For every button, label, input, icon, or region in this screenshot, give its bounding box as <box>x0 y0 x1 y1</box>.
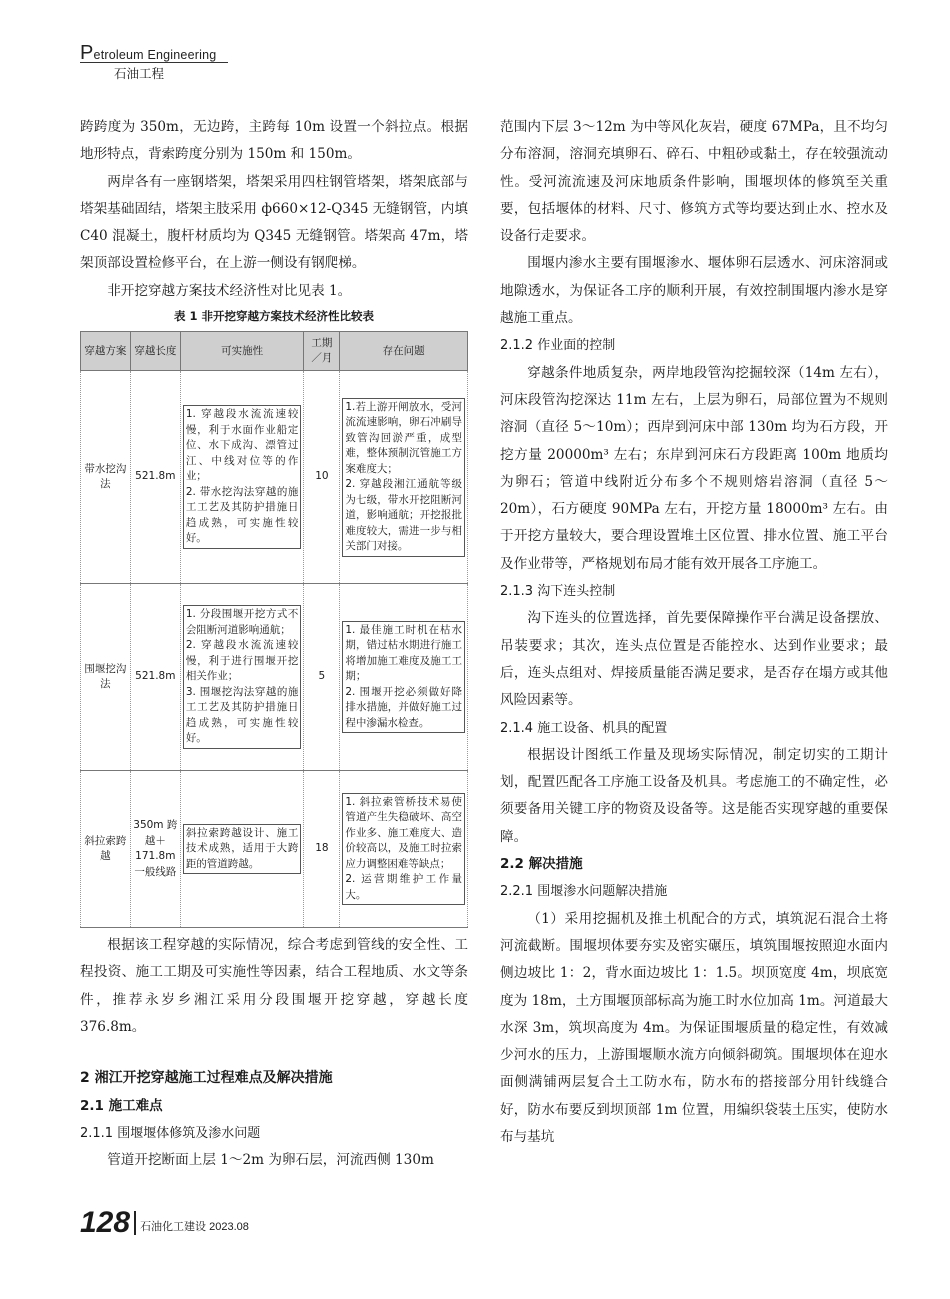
spacer <box>80 1041 468 1065</box>
header-rule <box>80 62 228 63</box>
paragraph: 管道开挖断面上层 1～2m 为卵石层，河流西侧 130m <box>107 1152 434 1169</box>
feasibility-text: 斜拉索跨越设计、施工技术成熟，适用于大跨距的管道跨越。 <box>183 824 302 875</box>
subsubsection-heading: 2.2.1 围堰渗水问题解决措施 <box>500 884 668 900</box>
issues-cell <box>340 371 468 584</box>
paragraph: 两岸各有一座钢塔架，塔架采用四柱钢管塔架，塔架底部与塔架基础固结，塔架主肢采用 ф660×12-Q345 无缝钢管，内填 C40 混凝土，腹杆材质均为 Q345 无缝钢管。塔架高 47m，塔架顶部设置检修平台，在上游一侧设有钢爬梯。 <box>80 173 468 272</box>
scheme-cell: 带水挖沟法 <box>81 371 131 584</box>
left-column <box>80 114 468 1174</box>
feasibility-text: 1. 穿越段水流流速较慢，利于水面作业船定位、水下成沟、漂管过江、中线对位等的作业； 2. 带水挖沟法穿越的施工工艺及其防护措施日趋成熟，可实施性较好。 <box>183 405 302 549</box>
header-cell: 可实施性 <box>180 332 304 371</box>
feasibility-cell <box>180 584 304 771</box>
feasibility-cell <box>180 771 304 928</box>
table-row <box>81 584 468 771</box>
paragraph: 范围内下层 3～12m 为中等风化灰岩，硬度 67MPa，且不均匀分布溶洞，溶洞充填卵石、碎石、中粗砂或黏土，存在较强流动性。受河流流速及河床地质条件影响，围堰坝体的修筑至关重要，包括堰体的材料、尺寸、修筑方式等均要达到止水、控水及设备行走要求。 <box>500 119 888 245</box>
length-cell: 521.8m <box>130 371 180 584</box>
subsubsection-heading: 2.1.2 作业面的控制 <box>500 338 616 354</box>
subsubsection-heading: 2.1.4 施工设备、机具的配置 <box>500 720 668 736</box>
table-row <box>81 371 468 584</box>
running-header <box>80 44 240 82</box>
paragraph: 穿越条件地质复杂，两岸地段管沟挖掘较深（14m 左右），河床段管沟挖深达 11m 左右，上层为卵石，局部位置为不规则溶洞（直径 5～10m）；西岸到河床中部 130m 均为石方段，开挖方量 20000m³ 左右；东岸到河床石方段距离 100m 地质均为卵石；管道中线附近分布多个不规则熔岩溶洞（直径 5～20m），石方硬度 90MPa 左右，开挖方量 18000m³ 左右。由于开挖方量较大，要合理设置堆土区位置、排水位置、施工平台及作业带等，严格规划布局才能有效开展各工序施工。 <box>500 364 888 572</box>
page-number: 128 <box>80 1206 131 1239</box>
journal-name-en: Petroleum Engineering <box>80 42 217 64</box>
section-heading: 2 湘江开挖穿越施工过程难点及解决措施 <box>80 1070 333 1087</box>
subsubsection-heading: 2.1.3 沟下连头控制 <box>500 584 616 600</box>
period-cell: 5 <box>304 584 340 771</box>
issues-text: 1. 最佳施工时机在枯水期，错过枯水期进行施工将增加施工难度及施工工期； 2. 围堰开挖必须做好降排水措施，并做好施工过程中渗漏水检查。 <box>342 621 465 734</box>
paragraph: 根据该工程穿越的实际情况，综合考虑到管线的安全性、工程投资、施工工期及可实施性等因素，结合工程地质、水文等条件，推荐永岁乡湘江采用分段围堰开挖穿越，穿越长度 376.8m。 <box>80 937 468 1035</box>
paragraph: 根据设计图纸工作量及现场实际情况，制定切实的工期计划，配置匹配各工序施工设备及机具。考虑施工的不确定性，必须要备用关键工序的物资及设备等。这是能否实现穿越的重要保障。 <box>500 746 888 845</box>
journal-name-cn: 石油工程 <box>114 66 165 81</box>
subsubsection-heading: 2.1.1 围堰堰体修筑及渗水问题 <box>80 1125 261 1141</box>
period-cell: 18 <box>304 771 340 928</box>
paragraph: 围堰内渗水主要有围堰渗水、堰体卵石层透水、河床溶洞或地隙透水，为保证各工序的顺利开展，有效控制围堰内渗水是穿越施工重点。 <box>500 255 888 327</box>
subsection-heading: 2.1 施工难点 <box>80 1097 163 1114</box>
header-cell: 存在问题 <box>340 332 468 371</box>
table-caption: 表 1 非开挖穿越方案技术经济性比较表 <box>173 309 374 324</box>
header-cell: 穿越长度 <box>130 332 180 371</box>
footer-divider <box>134 1211 136 1235</box>
paragraph: 非开挖穿越方案技术经济性对比见表 1。 <box>107 282 352 299</box>
subsection-heading: 2.2 解决措施 <box>500 856 583 873</box>
issues-cell <box>340 771 468 928</box>
page-footer <box>80 1208 249 1238</box>
length-cell: 350m 跨越＋171.8m一般线路 <box>130 771 180 928</box>
comparison-table <box>80 331 468 928</box>
scheme-cell: 斜拉索跨越 <box>81 771 131 928</box>
header-cell: 工期／月 <box>304 332 340 371</box>
scheme-cell: 围堰挖沟法 <box>81 584 131 771</box>
header-cell: 穿越方案 <box>81 332 131 371</box>
paragraph: 沟下连头的位置选择，首先要保障操作平台满足设备摆放、吊装要求；其次，连头点位置是否能控水、达到作业要求；最后，连头点组对、焊接质量能否满足要求，是否存在塌方或其他风险因素等。 <box>500 610 888 709</box>
journal-issue: 石油化工建设 2023.08 <box>140 1221 249 1233</box>
issues-cell <box>340 584 468 771</box>
period-cell: 10 <box>304 371 340 584</box>
issues-text: 1.若上游开闸放水，受河流流速影响，卵石冲刷导致管沟回淤严重，成型难，整体预制沉管施工方案难度大； 2. 穿越段湘江通航等级为七级，带水开挖阻断河道，影响通航；开挖报批难度较大，需进一步与相关部门对接。 <box>342 398 465 557</box>
paragraph: 跨跨度为 350m，无边跨，主跨每 10m 设置一个斜拉点。根据地形特点，背索跨度分别为 150m 和 150m。 <box>80 119 468 163</box>
feasibility-text: 1. 分段围堰开挖方式不会阻断河道影响通航； 2. 穿越段水流流速较慢，利于进行围堰开挖相关作业； 3. 围堰挖沟法穿越的施工工艺及其防护措施日趋成熟，可实施性较好。 <box>183 605 302 749</box>
right-column <box>500 114 888 1151</box>
issues-text: 1. 斜拉索管桥技术易使管道产生失稳破坏、高空作业多、施工难度大、造价较高以，及施工时拉索应力调整困难等缺点； 2. 运营期维护工作量大。 <box>342 793 465 906</box>
paragraph: （1）采用挖掘机及推土机配合的方式，填筑泥石混合土将河流截断。围堰坝体要夯实及密实碾压，填筑围堰按照迎水面内侧边坡比 1：2，背水面边坡比 1：1.5。坝顶宽度 4m，坝底宽度为 18m，土方围堰顶部标高为施工时水位加高 1m。河道最大水深 3m，筑坝高度为 4m。为保证围堰质量的稳定性，有效减少河水的压力，上游围堰顺水流方向倾斜砌筑。围堰坝体在迎水面侧满铺两层复合土工防水布，防水布的搭接部分用针线缝合好，防水布要反到坝顶部 1m 位置，用编织袋装土压实，使防水布与基坑 <box>500 910 888 1145</box>
table-header-row <box>81 332 468 371</box>
length-cell: 521.8m <box>130 584 180 771</box>
feasibility-cell <box>180 371 304 584</box>
table-row <box>81 771 468 928</box>
